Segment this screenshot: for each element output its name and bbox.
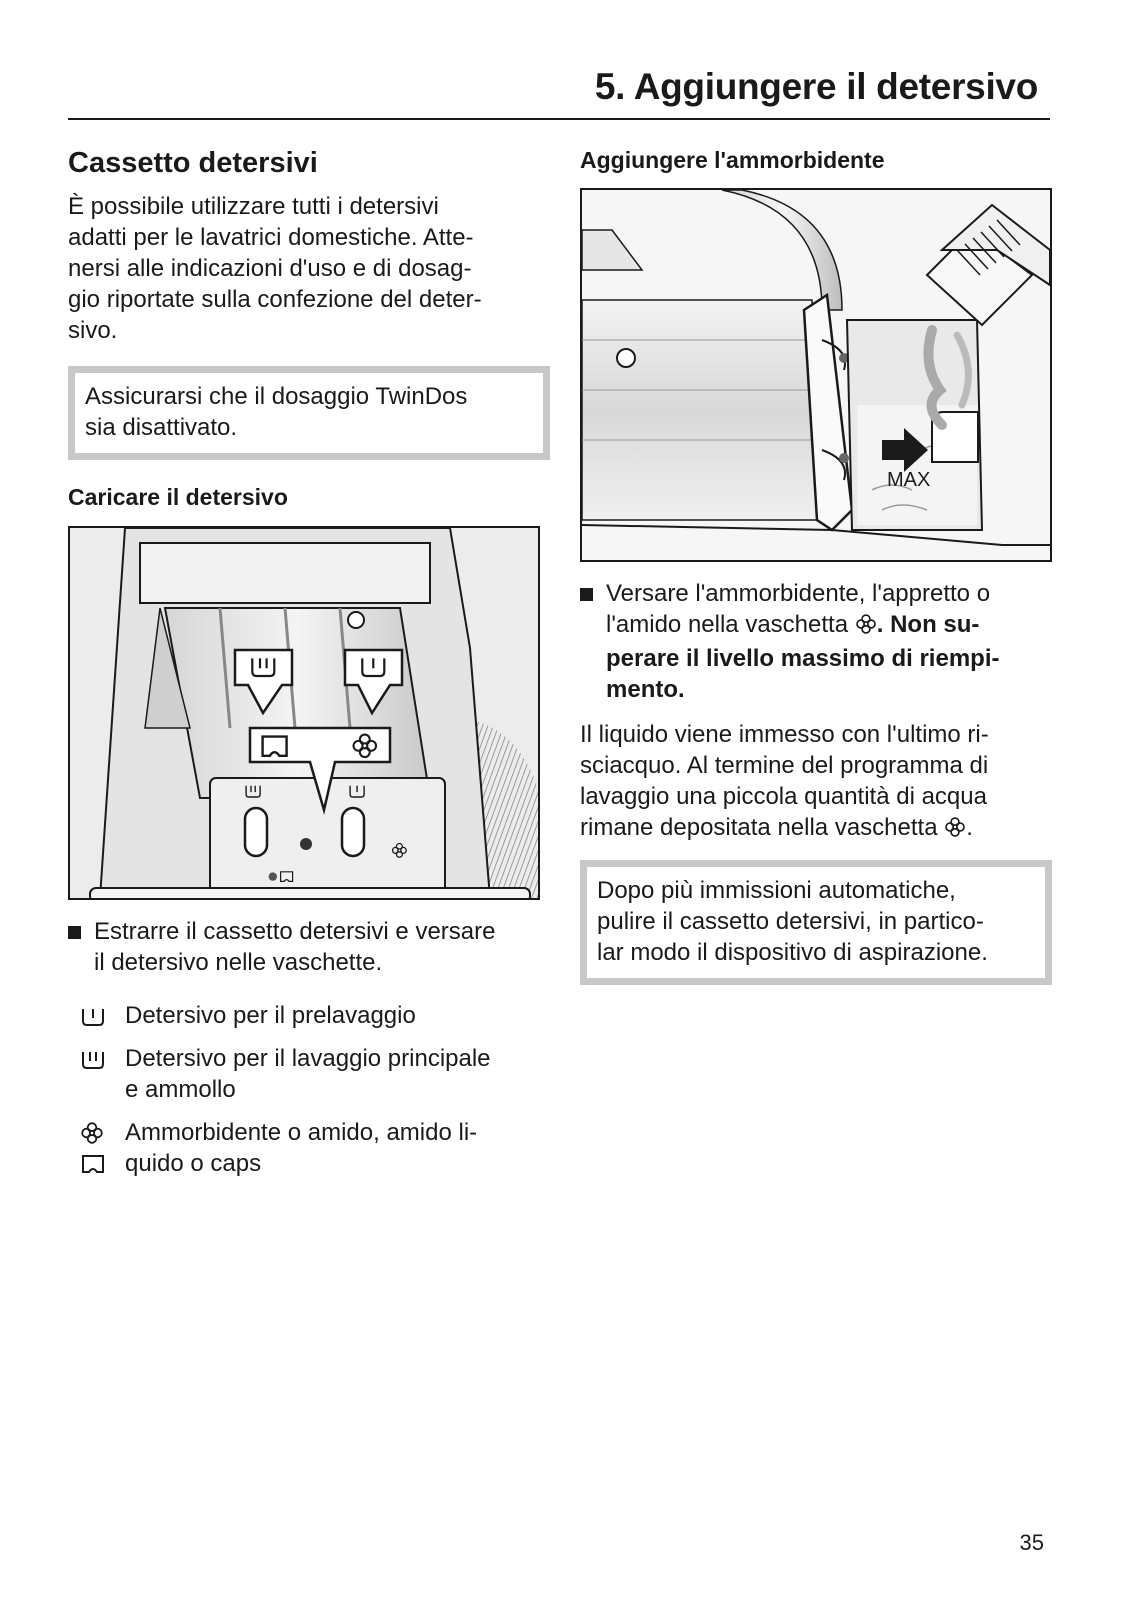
- right-column: [580, 145, 1052, 985]
- intro-paragraph: [68, 191, 550, 346]
- flower-icon: [944, 815, 966, 846]
- intro-line: sivo.: [68, 317, 118, 344]
- warning-text: mento.: [606, 676, 685, 703]
- legend-row-main-wash: [68, 1043, 550, 1105]
- flower-icon: [855, 612, 877, 643]
- bullet-line: [606, 609, 1052, 643]
- paragraph-line: Il liquido viene immesso con l'ultimo ri-: [580, 721, 989, 748]
- flower-icon: [80, 1117, 125, 1148]
- bullet-line: il detersivo nelle vaschette.: [94, 949, 383, 976]
- softener-illustration: [580, 188, 1052, 562]
- bullet-line: Estrarre il cassetto detersivi e versare: [94, 918, 496, 945]
- warning-text: perare il livello massimo di riempi-: [606, 645, 1000, 672]
- intro-line: gio riportate sulla confezione del deter-: [68, 286, 482, 313]
- title-divider: [68, 118, 1050, 120]
- left-column: [68, 145, 550, 1191]
- section-heading: Cassetto detersivi: [68, 147, 318, 179]
- bullet-remove-drawer: [68, 916, 550, 978]
- legend-row-softener: [68, 1117, 550, 1179]
- bullet-line: [606, 674, 1052, 705]
- bullet-line: Versare l'ammorbidente, l'appretto o: [606, 580, 991, 607]
- main-wash-icon: [80, 1043, 125, 1074]
- note-line: Dopo più immissioni automatiche,: [597, 877, 956, 904]
- note-line: sia disattivato.: [85, 414, 238, 441]
- legend-text: Detersivo per il lavaggio principale: [125, 1045, 491, 1072]
- note-line: Assicurarsi che il dosaggio TwinDos: [85, 383, 468, 410]
- paragraph-line: [580, 812, 1052, 846]
- paragraph-line: lavaggio una piccola quantità di acqua: [580, 783, 987, 810]
- legend-row-prewash: [68, 1000, 550, 1031]
- bullet-line: [606, 643, 1052, 674]
- load-detergent-heading: Caricare il detersivo: [68, 484, 288, 510]
- legend-text: quido o caps: [125, 1150, 262, 1177]
- note-line: lar modo il dispositivo di aspirazione.: [597, 939, 988, 966]
- bullet-marker: [580, 588, 593, 601]
- paragraph-text: rimane depositata nella vaschetta: [580, 814, 938, 841]
- bullet-pour-softener: [580, 578, 1052, 705]
- note-line: pulire il cassetto detersivi, in partico-: [597, 908, 984, 935]
- legend-text: e ammollo: [125, 1076, 236, 1103]
- twindos-note: [68, 366, 550, 460]
- rinse-paragraph: [580, 719, 1052, 846]
- compartment-legend: [68, 1000, 550, 1179]
- legend-text: Detersivo per il prelavaggio: [125, 1002, 416, 1029]
- intro-line: adatti per le lavatrici domestiche. Atte-: [68, 224, 474, 251]
- drawer-drawing: [70, 528, 538, 898]
- softener-heading: Aggiungere l'ammorbidente: [580, 147, 885, 173]
- page-title: 5. Aggiungere il detersivo: [594, 66, 1038, 107]
- detergent-drawer-illustration: [68, 526, 540, 900]
- cleaning-note: [580, 860, 1052, 985]
- max-level-label: MAX: [887, 469, 931, 491]
- caps-icon: [80, 1148, 125, 1179]
- paragraph-line: sciacquo. Al termine del programma di: [580, 752, 989, 779]
- paragraph-text: .: [966, 814, 973, 841]
- prewash-icon: [80, 1000, 125, 1031]
- legend-text: Ammorbidente o amido, amido li-: [125, 1119, 478, 1146]
- warning-text: . Non su-: [876, 611, 980, 638]
- intro-line: È possibile utilizzare tutti i detersivi: [68, 193, 439, 220]
- bullet-marker: [68, 926, 81, 939]
- bullet-text: l'amido nella vaschetta: [606, 611, 849, 638]
- page-number: 35: [1019, 1530, 1044, 1555]
- intro-line: nersi alle indicazioni d'uso e di dosag-: [68, 255, 472, 282]
- softener-drawing: [582, 190, 1050, 560]
